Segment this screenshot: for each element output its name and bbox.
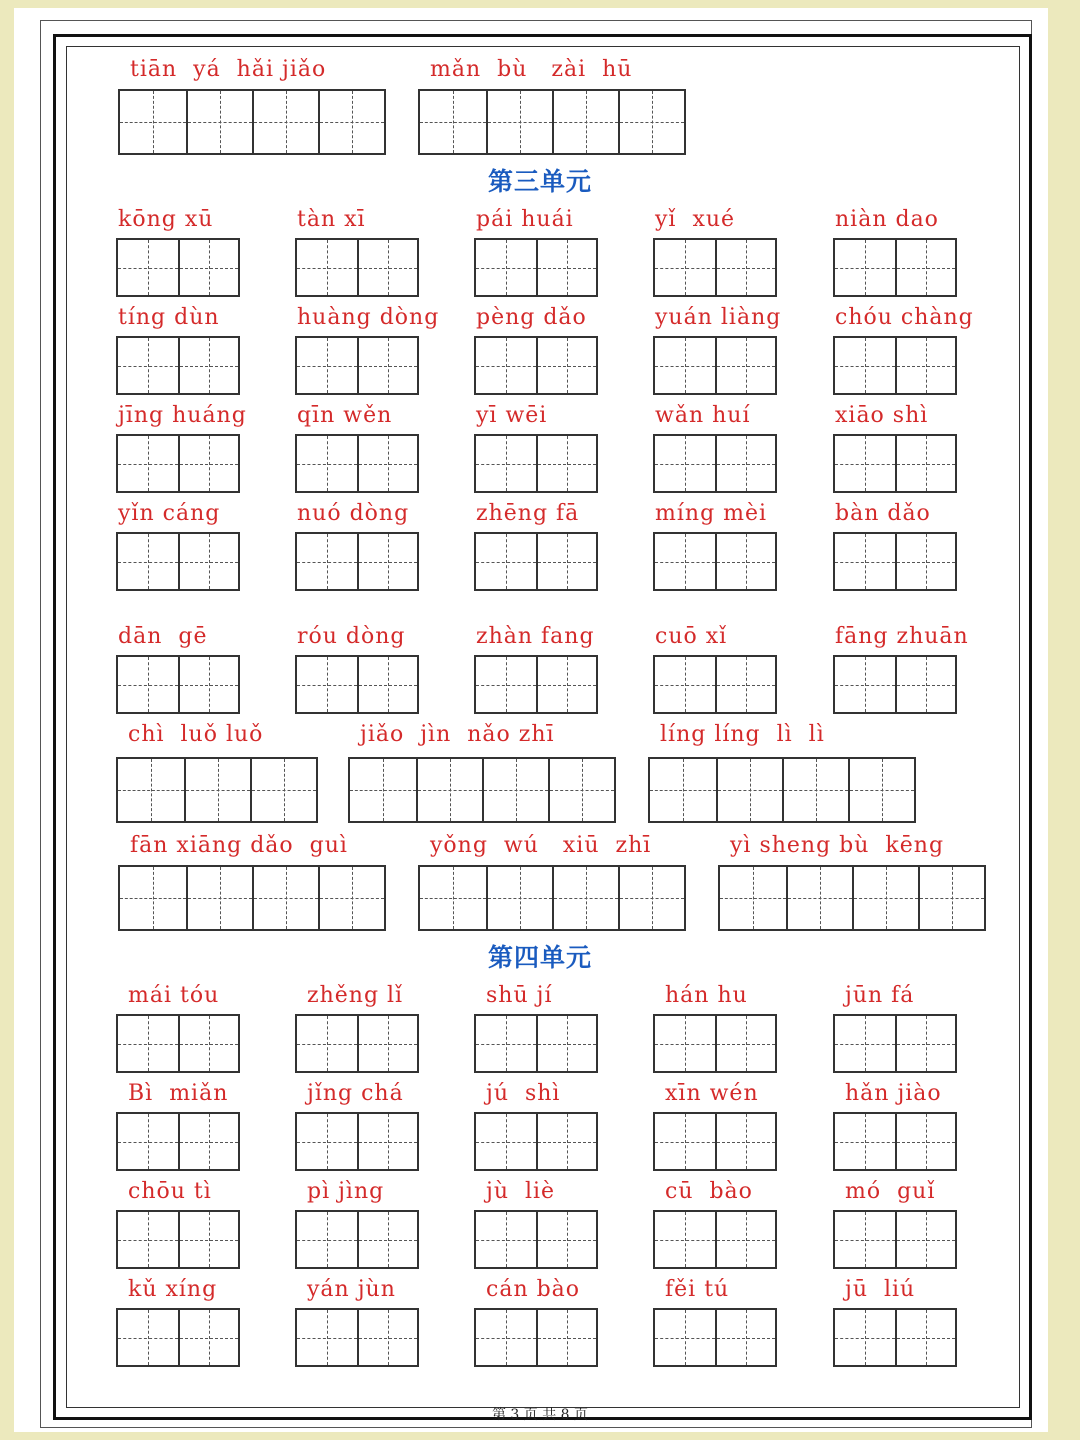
- writing-grid[interactable]: [653, 1210, 777, 1269]
- writing-grid[interactable]: [348, 757, 616, 823]
- pinyin-label: xīn wén: [665, 1081, 759, 1106]
- writing-cell[interactable]: [120, 91, 186, 153]
- pinyin-label: líng líng lì lì: [660, 722, 825, 747]
- writing-cell[interactable]: [835, 338, 895, 393]
- writing-grid[interactable]: [474, 532, 598, 591]
- pinyin-label: yī wēi: [476, 403, 548, 428]
- writing-grid[interactable]: [116, 757, 318, 823]
- writing-cell[interactable]: [476, 1212, 536, 1267]
- writing-cell[interactable]: [252, 867, 318, 929]
- writing-cell[interactable]: [250, 759, 316, 821]
- writing-cell[interactable]: [297, 1016, 357, 1071]
- pinyin-label: niàn dao: [835, 207, 939, 232]
- writing-cell[interactable]: [895, 534, 955, 589]
- writing-cell[interactable]: [835, 1310, 895, 1365]
- writing-cell[interactable]: [118, 759, 184, 821]
- writing-cell[interactable]: [618, 867, 684, 929]
- pinyin-label: cuō xǐ: [655, 624, 728, 649]
- pinyin-label: yuán liàng: [655, 305, 782, 330]
- writing-cell[interactable]: [895, 657, 955, 712]
- writing-grid[interactable]: [474, 434, 598, 493]
- writing-grid[interactable]: [118, 89, 386, 155]
- writing-cell[interactable]: [720, 867, 786, 929]
- pinyin-label: jīng huáng: [118, 403, 247, 428]
- writing-cell[interactable]: [715, 1016, 775, 1071]
- writing-cell[interactable]: [178, 1310, 238, 1365]
- writing-cell[interactable]: [297, 338, 357, 393]
- pinyin-label: bàn dǎo: [835, 501, 931, 526]
- writing-cell[interactable]: [186, 91, 252, 153]
- writing-grid[interactable]: [474, 1112, 598, 1171]
- writing-cell[interactable]: [536, 1114, 596, 1169]
- writing-grid[interactable]: [653, 655, 777, 714]
- pinyin-label: fāng zhuān: [835, 624, 969, 649]
- writing-cell[interactable]: [536, 534, 596, 589]
- writing-grid[interactable]: [474, 238, 598, 297]
- pinyin-label: qīn wěn: [297, 403, 393, 428]
- writing-grid[interactable]: [653, 238, 777, 297]
- writing-cell[interactable]: [178, 240, 238, 295]
- writing-cell[interactable]: [420, 867, 486, 929]
- writing-cell[interactable]: [416, 759, 482, 821]
- pinyin-label: hán hu: [665, 983, 748, 1008]
- writing-cell[interactable]: [357, 338, 417, 393]
- writing-cell[interactable]: [476, 436, 536, 491]
- pinyin-label: yǐ xué: [655, 207, 736, 232]
- pinyin-label: jiǎo jìn nǎo zhī: [360, 722, 555, 747]
- writing-cell[interactable]: [835, 534, 895, 589]
- writing-grid[interactable]: [653, 336, 777, 395]
- writing-cell[interactable]: [536, 338, 596, 393]
- pinyin-label: xiāo shì: [835, 403, 929, 428]
- pinyin-label: jú shì: [486, 1081, 561, 1106]
- pinyin-label: jǐng chá: [307, 1081, 404, 1106]
- pinyin-label: Bì miǎn: [128, 1081, 229, 1106]
- pinyin-label: yán jùn: [307, 1277, 396, 1302]
- writing-cell[interactable]: [420, 91, 486, 153]
- writing-grid[interactable]: [833, 238, 957, 297]
- writing-cell[interactable]: [118, 436, 178, 491]
- writing-cell[interactable]: [186, 867, 252, 929]
- pinyin-label: chōu tì: [128, 1179, 212, 1204]
- writing-cell[interactable]: [297, 436, 357, 491]
- writing-grid[interactable]: [833, 1210, 957, 1269]
- pinyin-label: jū liú: [845, 1277, 916, 1302]
- writing-cell[interactable]: [357, 1310, 417, 1365]
- pinyin-label: zhàn fang: [476, 624, 595, 649]
- writing-cell[interactable]: [835, 657, 895, 712]
- writing-cell[interactable]: [118, 1016, 178, 1071]
- writing-grid[interactable]: [116, 1014, 240, 1073]
- writing-cell[interactable]: [357, 1212, 417, 1267]
- pinyin-label: nuó dòng: [297, 501, 410, 526]
- writing-cell[interactable]: [118, 1310, 178, 1365]
- writing-cell[interactable]: [357, 657, 417, 712]
- writing-cell[interactable]: [715, 1310, 775, 1365]
- writing-grid[interactable]: [116, 434, 240, 493]
- pinyin-label: chóu chàng: [835, 305, 974, 330]
- writing-cell[interactable]: [895, 1310, 955, 1365]
- writing-cell[interactable]: [476, 657, 536, 712]
- writing-cell[interactable]: [297, 1212, 357, 1267]
- pinyin-label: pèng dǎo: [476, 305, 587, 330]
- writing-grid[interactable]: [295, 1112, 419, 1171]
- writing-cell[interactable]: [118, 240, 178, 295]
- writing-cell[interactable]: [357, 240, 417, 295]
- pinyin-label: cū bào: [665, 1179, 753, 1204]
- unit3-heading: 第三单元: [487, 167, 592, 196]
- writing-cell[interactable]: [178, 436, 238, 491]
- writing-cell[interactable]: [715, 240, 775, 295]
- writing-cell[interactable]: [184, 759, 250, 821]
- pinyin-label: zhēng fā: [476, 501, 580, 526]
- writing-cell[interactable]: [536, 657, 596, 712]
- pinyin-label: wǎn huí: [655, 403, 751, 428]
- writing-grid[interactable]: [474, 1014, 598, 1073]
- writing-grid[interactable]: [653, 1014, 777, 1073]
- writing-cell[interactable]: [252, 91, 318, 153]
- writing-cell[interactable]: [548, 759, 614, 821]
- writing-grid[interactable]: [116, 1308, 240, 1367]
- writing-cell[interactable]: [786, 867, 852, 929]
- writing-cell[interactable]: [835, 1114, 895, 1169]
- writing-grid[interactable]: [295, 238, 419, 297]
- pinyin-label: cán bào: [486, 1277, 581, 1302]
- writing-cell[interactable]: [318, 867, 384, 929]
- writing-cell[interactable]: [536, 1310, 596, 1365]
- writing-cell[interactable]: [895, 1016, 955, 1071]
- writing-cell[interactable]: [476, 1114, 536, 1169]
- writing-cell[interactable]: [297, 657, 357, 712]
- writing-cell[interactable]: [655, 1212, 715, 1267]
- writing-cell[interactable]: [918, 867, 984, 929]
- writing-cell[interactable]: [655, 338, 715, 393]
- writing-grid[interactable]: [833, 434, 957, 493]
- writing-grid[interactable]: [474, 336, 598, 395]
- writing-cell[interactable]: [552, 867, 618, 929]
- writing-cell[interactable]: [120, 867, 186, 929]
- writing-grid[interactable]: [474, 655, 598, 714]
- writing-cell[interactable]: [297, 1114, 357, 1169]
- writing-cell[interactable]: [835, 240, 895, 295]
- writing-grid[interactable]: [653, 1308, 777, 1367]
- writing-cell[interactable]: [318, 91, 384, 153]
- writing-cell[interactable]: [536, 1016, 596, 1071]
- writing-cell[interactable]: [536, 240, 596, 295]
- writing-cell[interactable]: [178, 1114, 238, 1169]
- writing-cell[interactable]: [118, 1212, 178, 1267]
- writing-cell[interactable]: [895, 436, 955, 491]
- pinyin-label: kǔ xíng: [128, 1277, 218, 1302]
- writing-cell[interactable]: [552, 91, 618, 153]
- writing-cell[interactable]: [655, 436, 715, 491]
- writing-cell[interactable]: [178, 534, 238, 589]
- writing-cell[interactable]: [655, 240, 715, 295]
- pinyin-label: chì luǒ luǒ: [128, 722, 264, 747]
- pinyin-label: hǎn jiào: [845, 1081, 942, 1106]
- writing-cell[interactable]: [178, 338, 238, 393]
- writing-grid[interactable]: [295, 336, 419, 395]
- pinyin-label: kōng xū: [118, 207, 214, 232]
- writing-grid[interactable]: [295, 434, 419, 493]
- writing-grid[interactable]: [295, 532, 419, 591]
- writing-cell[interactable]: [476, 534, 536, 589]
- writing-cell[interactable]: [835, 1212, 895, 1267]
- writing-cell[interactable]: [476, 338, 536, 393]
- writing-cell[interactable]: [895, 1212, 955, 1267]
- writing-cell[interactable]: [118, 338, 178, 393]
- writing-grid[interactable]: [474, 1308, 598, 1367]
- writing-cell[interactable]: [118, 657, 178, 712]
- writing-cell[interactable]: [715, 436, 775, 491]
- pinyin-label: róu dòng: [297, 624, 406, 649]
- page-footer: 第 3 页 共 8 页: [491, 1407, 589, 1423]
- writing-grid[interactable]: [116, 1112, 240, 1171]
- pinyin-label: zhěng lǐ: [307, 983, 404, 1008]
- writing-cell[interactable]: [715, 534, 775, 589]
- writing-cell[interactable]: [715, 1212, 775, 1267]
- writing-cell[interactable]: [297, 240, 357, 295]
- writing-cell[interactable]: [476, 240, 536, 295]
- writing-cell[interactable]: [715, 657, 775, 712]
- writing-cell[interactable]: [852, 867, 918, 929]
- pinyin-label: tàn xī: [297, 207, 366, 232]
- writing-cell[interactable]: [350, 759, 416, 821]
- writing-cell[interactable]: [715, 1114, 775, 1169]
- writing-grid[interactable]: [418, 865, 686, 931]
- pinyin-label: tíng dùn: [118, 305, 220, 330]
- writing-cell[interactable]: [536, 436, 596, 491]
- writing-grid[interactable]: [116, 655, 240, 714]
- writing-cell[interactable]: [297, 534, 357, 589]
- writing-cell[interactable]: [655, 1310, 715, 1365]
- writing-grid[interactable]: [833, 1112, 957, 1171]
- writing-cell[interactable]: [835, 436, 895, 491]
- writing-cell[interactable]: [476, 1310, 536, 1365]
- writing-cell[interactable]: [655, 1016, 715, 1071]
- writing-cell[interactable]: [848, 759, 914, 821]
- writing-cell[interactable]: [482, 759, 548, 821]
- writing-grid[interactable]: [295, 1210, 419, 1269]
- pinyin-label: yì sheng bù kēng: [730, 833, 945, 858]
- writing-grid[interactable]: [833, 1014, 957, 1073]
- writing-cell[interactable]: [297, 1310, 357, 1365]
- writing-cell[interactable]: [357, 534, 417, 589]
- writing-cell[interactable]: [895, 240, 955, 295]
- writing-cell[interactable]: [476, 1016, 536, 1071]
- writing-grid[interactable]: [116, 336, 240, 395]
- pinyin-label: fān xiāng dǎo guì: [130, 833, 348, 858]
- writing-grid[interactable]: [833, 336, 957, 395]
- writing-cell[interactable]: [650, 759, 716, 821]
- writing-grid[interactable]: [116, 1210, 240, 1269]
- writing-grid[interactable]: [474, 1210, 598, 1269]
- pinyin-label: mǎn bù zài hū: [430, 57, 633, 82]
- pinyin-label: shū jí: [486, 983, 553, 1008]
- writing-grid[interactable]: [116, 238, 240, 297]
- writing-cell[interactable]: [357, 1016, 417, 1071]
- pinyin-label: jūn fá: [845, 983, 915, 1008]
- pinyin-label: yǒng wú xiū zhī: [430, 833, 652, 858]
- unit4-heading: 第四单元: [487, 943, 592, 972]
- writing-cell[interactable]: [716, 759, 782, 821]
- writing-grid[interactable]: [833, 655, 957, 714]
- writing-cell[interactable]: [486, 91, 552, 153]
- writing-cell[interactable]: [178, 1212, 238, 1267]
- writing-grid[interactable]: [833, 532, 957, 591]
- writing-cell[interactable]: [536, 1212, 596, 1267]
- pinyin-label: dān gē: [118, 624, 208, 649]
- writing-cell[interactable]: [357, 436, 417, 491]
- pinyin-label: pì jìng: [307, 1179, 385, 1204]
- writing-cell[interactable]: [782, 759, 848, 821]
- pinyin-label: yǐn cáng: [118, 501, 221, 526]
- writing-cell[interactable]: [835, 1016, 895, 1071]
- writing-cell[interactable]: [895, 1114, 955, 1169]
- writing-grid[interactable]: [653, 532, 777, 591]
- writing-grid[interactable]: [653, 434, 777, 493]
- writing-cell[interactable]: [178, 1016, 238, 1071]
- writing-grid[interactable]: [833, 1308, 957, 1367]
- writing-cell[interactable]: [715, 338, 775, 393]
- pinyin-label: jù liè: [486, 1179, 556, 1204]
- writing-cell[interactable]: [895, 338, 955, 393]
- writing-cell[interactable]: [655, 1114, 715, 1169]
- writing-cell[interactable]: [178, 657, 238, 712]
- pinyin-label: mái tóu: [128, 983, 220, 1008]
- pinyin-label: fěi tú: [665, 1277, 730, 1302]
- writing-grid[interactable]: [295, 655, 419, 714]
- writing-grid[interactable]: [295, 1014, 419, 1073]
- writing-cell[interactable]: [118, 534, 178, 589]
- writing-grid[interactable]: [718, 865, 986, 931]
- pinyin-label: mó guǐ: [845, 1179, 936, 1204]
- pinyin-label: tiān yá hǎi jiǎo: [130, 57, 327, 82]
- writing-grid[interactable]: [648, 757, 916, 823]
- writing-grid[interactable]: [118, 865, 386, 931]
- writing-cell[interactable]: [618, 91, 684, 153]
- writing-cell[interactable]: [655, 534, 715, 589]
- writing-grid[interactable]: [295, 1308, 419, 1367]
- pinyin-label: míng mèi: [655, 501, 768, 526]
- writing-cell[interactable]: [655, 657, 715, 712]
- writing-grid[interactable]: [653, 1112, 777, 1171]
- writing-cell[interactable]: [357, 1114, 417, 1169]
- pinyin-label: pái huái: [476, 207, 574, 232]
- writing-grid[interactable]: [116, 532, 240, 591]
- writing-cell[interactable]: [118, 1114, 178, 1169]
- pinyin-label: huàng dòng: [297, 305, 440, 330]
- writing-grid[interactable]: [418, 89, 686, 155]
- writing-cell[interactable]: [486, 867, 552, 929]
